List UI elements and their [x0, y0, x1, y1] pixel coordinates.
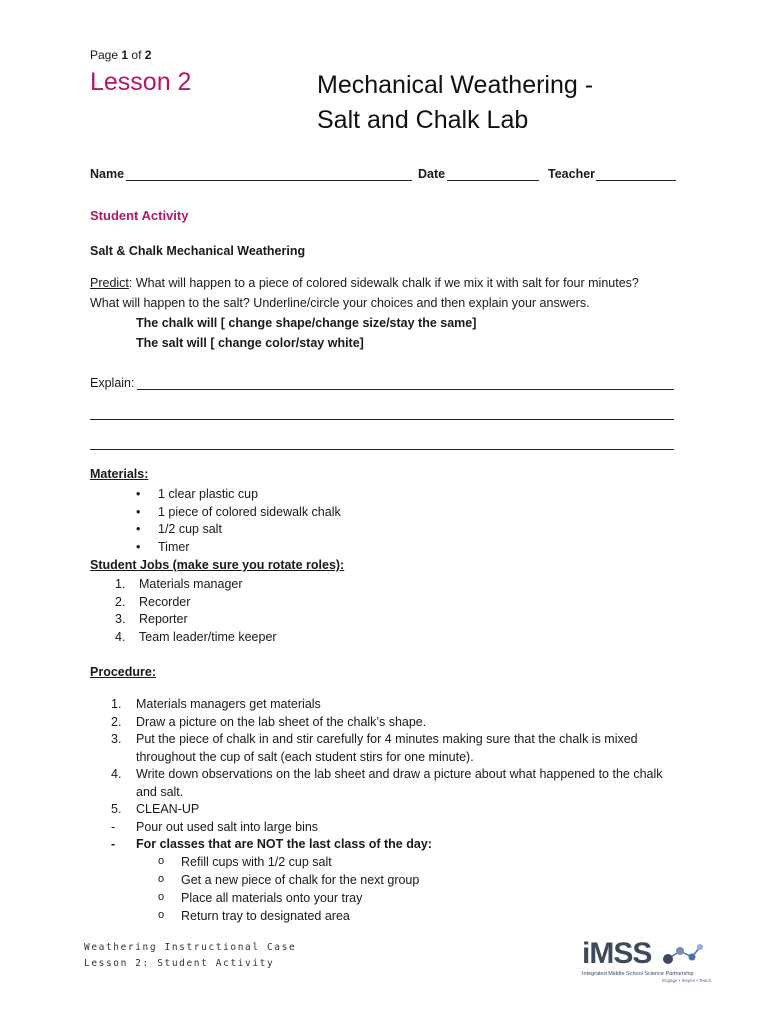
list-item	[115, 611, 277, 629]
chalk-choice[interactable]: The chalk will [ change shape/change size/stay the same]	[136, 316, 477, 330]
list-number: 1.	[115, 577, 126, 591]
procedure-dash-item	[111, 819, 701, 837]
explain-line-1[interactable]	[137, 389, 674, 390]
title-line-1: Mechanical Weathering -	[317, 71, 594, 99]
page-number	[90, 48, 151, 62]
step-number: 4.	[111, 767, 122, 781]
predict-paragraph	[90, 276, 690, 290]
list-item	[115, 594, 277, 612]
list-number: 3.	[115, 612, 126, 626]
list-number: 4.	[115, 629, 126, 644]
list-item	[115, 576, 277, 594]
procedure-step	[111, 731, 701, 749]
dash-marker: -	[111, 837, 116, 851]
list-item: o Get a new piece of chalk for the next group	[158, 871, 419, 889]
list-text: Materials manager	[139, 577, 243, 591]
date-field[interactable]	[447, 180, 539, 181]
procedure-step	[111, 766, 701, 784]
materials-heading: Materials:	[90, 467, 149, 481]
imss-logo	[578, 935, 712, 985]
jobs-heading: Student Jobs (make sure you rotate roles):	[90, 558, 345, 572]
section-heading: Student Activity	[90, 208, 189, 223]
molecule-icon	[662, 939, 706, 969]
procedure-step	[111, 801, 701, 819]
page-prefix: Page	[90, 48, 119, 62]
logo-tagline: Integrated Middle School Science Partnership	[582, 971, 694, 977]
explain-line-2[interactable]	[90, 419, 674, 420]
procedure-dash-item	[111, 836, 701, 854]
procedure-step-continued: throughout the cup of salt (each student stirs for one minute).	[136, 749, 474, 764]
date-label: Date	[418, 167, 446, 181]
list-text: Recorder	[139, 594, 191, 609]
step-text: Pour out used salt into large bins	[136, 819, 319, 834]
step-text: Draw a picture on the lab sheet of the chalk’s shape.	[136, 714, 427, 729]
title-line-2: Salt and Chalk Lab	[317, 106, 529, 134]
list-text: Reporter	[139, 612, 188, 626]
list-item: • 1 piece of colored sidewalk chalk	[136, 504, 341, 522]
materials-list	[136, 486, 341, 556]
dash-marker: -	[111, 819, 116, 834]
footer-line-2: Lesson 2: Student Activity	[84, 958, 275, 969]
procedure-step	[111, 696, 701, 714]
page-total: 2	[144, 48, 152, 62]
logo-slogan: Engage • Inspire • Teach	[662, 978, 712, 983]
step-number: 3.	[111, 732, 122, 746]
procedure-list	[111, 696, 701, 854]
predict-text-2: What will happen to the salt? Underline/circle your choices and then explain your answers.	[90, 296, 590, 310]
logo-text: iMSS	[582, 937, 652, 970]
step-text: Materials managers get materials	[136, 697, 321, 711]
list-item: o Return tray to designated area	[158, 907, 419, 925]
list-item: • 1 clear plastic cup	[136, 486, 341, 504]
list-text: Team leader/time keeper	[139, 629, 277, 644]
step-number: 2.	[111, 714, 122, 729]
page-current: 1	[121, 48, 129, 62]
page-title	[317, 68, 593, 138]
list-item: • 1/2 cup salt	[136, 521, 341, 539]
procedure-step-continued: and salt.	[136, 784, 184, 799]
page-of: of	[131, 48, 142, 62]
procedure-step	[111, 714, 701, 732]
step-number: 1.	[111, 697, 122, 711]
name-label: Name	[90, 167, 125, 181]
explain-label: Explain:	[90, 376, 135, 390]
list-item: • Timer	[136, 539, 341, 557]
list-item	[115, 629, 277, 647]
footer-line-1: Weathering Instructional Case	[84, 942, 297, 953]
teacher-field[interactable]	[596, 180, 676, 181]
teacher-label: Teacher	[548, 167, 596, 181]
list-number: 2.	[115, 594, 126, 609]
lesson-label: Lesson 2	[90, 68, 192, 96]
procedure-heading: Procedure:	[90, 665, 156, 679]
jobs-list	[115, 576, 277, 646]
step-text: For classes that are NOT the last class of the day:	[136, 837, 432, 851]
explain-line-3[interactable]	[90, 449, 674, 450]
step-text: Write down observations on the lab sheet and draw a picture about what happened to the chalk	[136, 767, 663, 781]
name-field[interactable]	[126, 180, 412, 181]
step-number: 5.	[111, 802, 122, 816]
cleanup-sublist	[158, 853, 419, 925]
list-item: o Refill cups with 1/2 cup salt	[158, 853, 419, 871]
predict-label: Predict	[90, 276, 129, 290]
list-item: o Place all materials onto your tray	[158, 889, 419, 907]
step-text: Put the piece of chalk in and stir carefully for 4 minutes making sure that the chalk is mixed	[136, 732, 638, 746]
activity-subheading: Salt & Chalk Mechanical Weathering	[90, 244, 306, 258]
step-text: CLEAN-UP	[136, 802, 200, 816]
salt-choice[interactable]: The salt will [ change color/stay white]	[136, 336, 364, 350]
predict-text: : What will happen to a piece of colored sidewalk chalk if we mix it with salt for four minutes?	[128, 276, 639, 290]
